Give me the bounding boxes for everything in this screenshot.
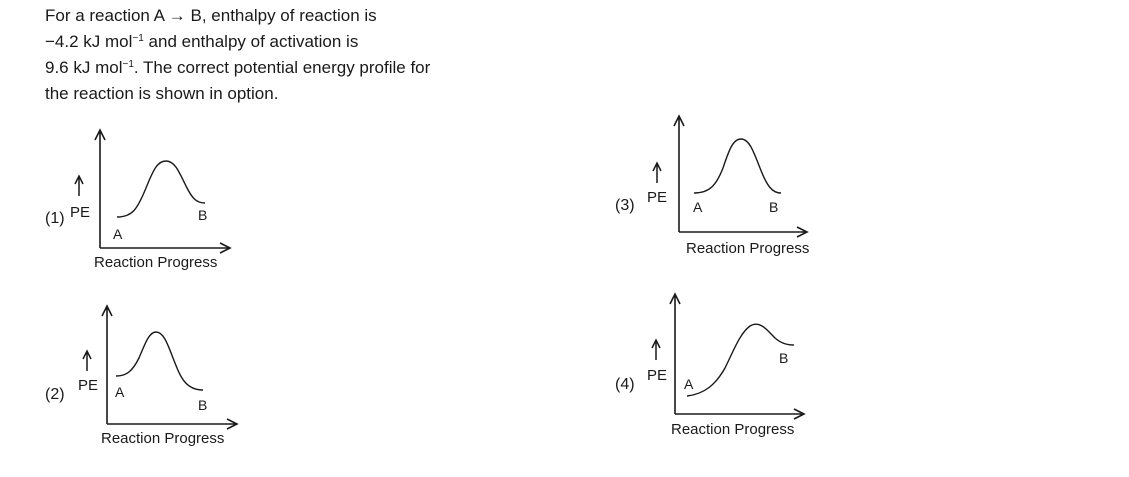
reactant-label: A [115,384,125,400]
option-2-label: (2) [45,386,65,403]
question-line-3b: . The correct potential energy profile for [133,58,431,77]
question-line-2b: and enthalpy of activation is [143,32,359,51]
x-axis-label: Reaction Progress [94,254,218,271]
x-axis-label: Reaction Progress [671,421,795,438]
question-line-2a: −4.2 kJ mol [45,32,133,51]
y-axis-label: PE [647,367,668,384]
energy-curve [687,324,794,396]
y-axis-label: PE [647,189,668,206]
reactant-label: A [693,199,703,215]
product-label: B [779,350,789,366]
up-arrow-icon [652,340,660,360]
x-axis-label: Reaction Progress [686,240,810,257]
x-axis-arrow [675,409,804,419]
reactant-label: A [113,226,123,242]
question-line-3a: 9.6 kJ mol [45,58,123,77]
product-label: B [769,199,779,215]
product-label: B [198,397,208,413]
y-axis-label: PE [70,204,91,221]
option-3-label: (3) [615,197,635,214]
exponent-2: −1 [122,59,134,70]
exponent-1: −1 [132,33,144,44]
x-axis-label: Reaction Progress [101,430,225,447]
option-1-label: (1) [45,210,65,227]
y-axis-label: PE [78,377,99,394]
question-line-1: For a reaction A → B, enthalpy of reaction is [45,6,377,25]
question-line-4: the reaction is shown in option. [45,84,279,103]
option-4-label: (4) [615,376,635,393]
y-axis-arrow [670,294,680,414]
product-label: B [198,207,208,223]
reactant-label: A [684,376,694,392]
